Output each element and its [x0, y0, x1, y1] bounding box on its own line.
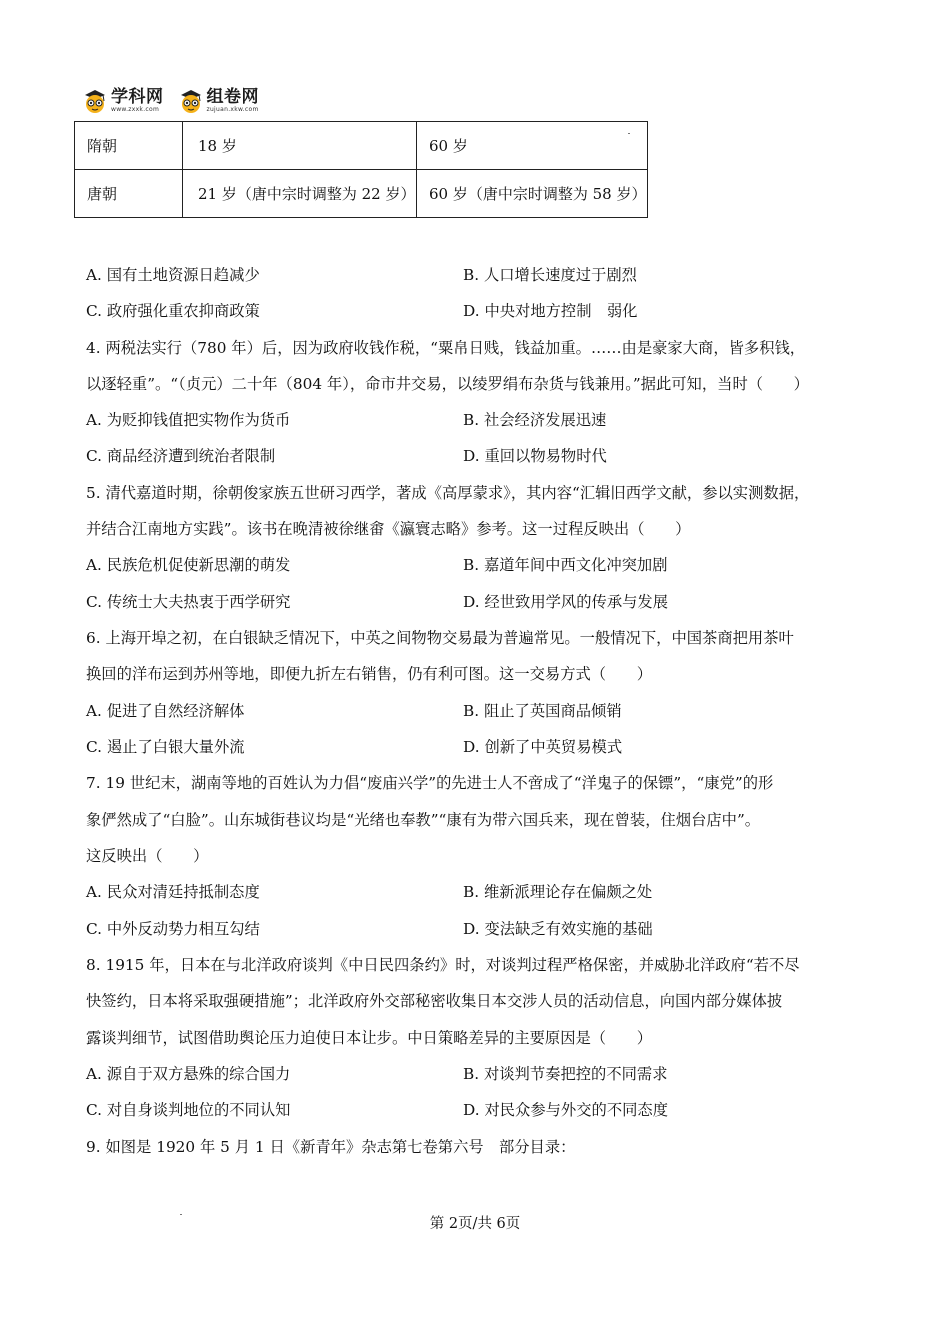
- q7-stem-line3: 这反映出（ ）: [86, 847, 209, 865]
- logo-zujuan-name: 组卷网: [206, 87, 259, 107]
- logo-zxxk-url: www.zxxk.com: [111, 106, 160, 113]
- q5-option-a: A. 民族危机促使新思潮的萌发: [86, 556, 291, 574]
- q7-stem-line1: 7. 19 世纪末，湖南等地的百姓认为力倡“废庙兴学”的先进士人不啻成了“洋鬼子的保镖”，“康党”的形: [86, 774, 774, 792]
- owl-mascot-icon: [82, 88, 108, 114]
- q4-option-a: A. 为贬抑钱值把实物作为货币: [86, 411, 291, 429]
- q5-stem-line1: 5. 清代嘉道时期，徐朝俊家族五世研习西学，著成《高厚蒙求》，其内容“汇辑旧西学文献，参以实测数据，: [86, 484, 810, 502]
- scan-speck: [628, 133, 630, 134]
- q6-option-c: C. 遏止了白银大量外流: [86, 738, 245, 756]
- q6-stem-line1: 6. 上海开埠之初，在白银缺乏情况下，中英之间物物交易最为普遍常见。一般情况下，中国茶商把用茶叶: [86, 629, 794, 647]
- logo-zxxk-name: 学科网: [111, 87, 164, 107]
- logo-zujuan-url: zujuan.xkw.com: [206, 106, 259, 113]
- q5-option-d: D. 经世致用学风的传承与发展: [463, 593, 669, 611]
- q7-option-d: D. 变法缺乏有效实施的基础: [463, 920, 653, 938]
- q4-option-d: D. 重回以物易物时代: [463, 447, 607, 465]
- q4-option-b: B. 社会经济发展迅速: [463, 411, 607, 429]
- q6-option-a: A. 促进了自然经济解体: [86, 702, 245, 720]
- logo-zujuan: [178, 88, 260, 114]
- q7-option-b: B. 维新派理论存在偏颇之处: [463, 883, 653, 901]
- q8-stem-line2: 快签约，日本将采取强硬措施”；北洋政府外交部秘密收集日本交涉人员的活动信息，向国内部分媒体披: [86, 992, 783, 1010]
- q5-option-c: C. 传统士大夫热衷于西学研究: [86, 593, 291, 611]
- logo-zxxk: [82, 88, 164, 114]
- q7-option-c: C. 中外反动势力相互勾结: [86, 920, 260, 938]
- q9-stem-line1: 9. 如图是 1920 年 5 月 1 日《新青年》杂志第七卷第六号 部分目录：: [86, 1138, 576, 1156]
- q8-option-d: D. 对民众参与外交的不同态度: [463, 1101, 669, 1119]
- q3-option-c: C. 政府强化重农抑商政策: [86, 302, 260, 320]
- table-cell: 21 岁（唐中宗时调整为 22 岁）: [183, 170, 417, 218]
- table-row: [75, 122, 648, 170]
- q6-option-d: D. 创新了中英贸易模式: [463, 738, 623, 756]
- q7-option-a: A. 民众对清廷持抵制态度: [86, 883, 260, 901]
- table-cell: 60 岁（唐中宗时调整为 58 岁）: [417, 170, 648, 218]
- q3-option-a: A. 国有土地资源日趋减少: [86, 266, 260, 284]
- age-table: [74, 121, 648, 218]
- page-number: 第 2页/共 6页: [429, 1216, 521, 1232]
- q3-option-b: B. 人口增长速度过于剧烈: [463, 266, 637, 284]
- table-cell: 隋朝: [75, 122, 183, 170]
- header-logos: [82, 86, 259, 116]
- owl-mascot-icon: [178, 88, 204, 114]
- table-cell: 唐朝: [75, 170, 183, 218]
- q4-stem-line1: 4. 两税法实行（780 年）后，因为政府收钱作税，“粟帛日贱，钱益加重。……由是豪家大商，皆多积钱，: [86, 339, 806, 357]
- q6-stem-line2: 换回的洋布运到苏州等地，即便九折左右销售，仍有利可图。这一交易方式（ ）: [86, 665, 652, 683]
- q7-stem-line2: 象俨然成了“白脸”。山东城街巷议均是“光绪也奉教”“康有为带六国兵来，现在曾装，住烟台店中”。: [86, 811, 761, 829]
- q8-option-b: B. 对谈判节奏把控的不同需求: [463, 1065, 668, 1083]
- table-cell: 18 岁: [183, 122, 417, 170]
- q8-stem-line3: 露谈判细节，试图借助舆论压力迫使日本让步。中日策略差异的主要原因是（ ）: [86, 1029, 652, 1047]
- q4-stem-line2: 以逐轻重”。“（贞元）二十年（804 年），命市井交易，以绫罗绢布杂货与钱兼用。”据此可知，当时（ ）: [86, 375, 809, 393]
- q5-stem-line2: 并结合江南地方实践”。该书在晚清被徐继畬《瀛寰志略》参考。这一过程反映出（ ）: [86, 520, 691, 538]
- table-row: [75, 170, 648, 218]
- q8-option-c: C. 对自身谈判地位的不同认知: [86, 1101, 291, 1119]
- q5-option-b: B. 嘉道年间中西文化冲突加剧: [463, 556, 668, 574]
- q6-option-b: B. 阻止了英国商品倾销: [463, 702, 622, 720]
- q3-option-d: D. 中央对地方控制 弱化: [463, 302, 638, 320]
- q8-option-a: A. 源自于双方悬殊的综合国力: [86, 1065, 291, 1083]
- q8-stem-line1: 8. 1915 年，日本在与北洋政府谈判《中日民四条约》时，对谈判过程严格保密，并威胁北洋政府“若不尽: [86, 956, 800, 974]
- q4-option-c: C. 商品经济遭到统治者限制: [86, 447, 276, 465]
- table-cell: 60 岁: [417, 122, 648, 170]
